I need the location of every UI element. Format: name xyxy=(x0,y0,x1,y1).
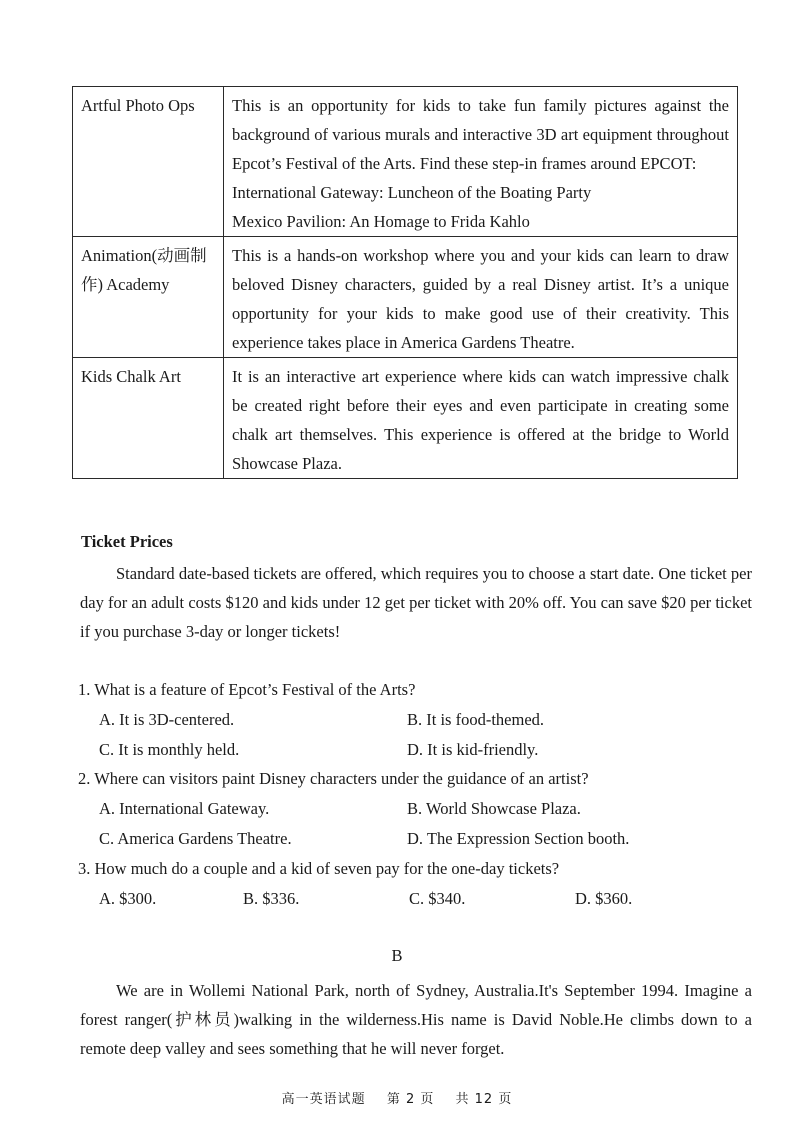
option-a[interactable]: A. $300. xyxy=(99,889,157,908)
frame-location: International Gateway: Luncheon of the Boating Party xyxy=(232,183,592,202)
option-d[interactable]: D. The Expression Section booth. xyxy=(407,829,630,848)
option-c[interactable]: C. $340. xyxy=(409,889,466,908)
option-a[interactable]: A. It is 3D-centered. xyxy=(99,710,235,729)
page-footer xyxy=(0,1088,794,1107)
option-a[interactable]: A. International Gateway. xyxy=(99,799,270,818)
ticket-prices-paragraph xyxy=(80,559,752,646)
table-row xyxy=(73,358,738,479)
option-d[interactable]: D. $360. xyxy=(575,889,633,908)
option-b[interactable]: B. World Showcase Plaza. xyxy=(407,799,581,818)
activities-table xyxy=(72,86,738,479)
table-row xyxy=(73,87,738,237)
option-c[interactable]: C. It is monthly held. xyxy=(99,740,240,759)
question-stem: 1. What is a feature of Epcot’s Festival of the Arts? xyxy=(78,680,416,699)
frame-location: Mexico Pavilion: An Homage to Frida Kahlo xyxy=(232,212,530,231)
page-number: 第 2 页 xyxy=(386,1092,435,1107)
part-b-label: B xyxy=(391,946,403,965)
option-d[interactable]: D. It is kid-friendly. xyxy=(407,740,539,759)
description-text: This is an opportunity for kids to take fun family pictures against the background of various murals and interactive 3D art equipment throughout Epcot’s Festival of the Arts. Find these step-in frames around EPCOT: xyxy=(232,96,729,173)
question-stem: 3. How much do a couple and a kid of seven pay for the one-day tickets? xyxy=(78,859,560,878)
option-c[interactable]: C. America Gardens Theatre. xyxy=(99,829,292,848)
description-text: It is an interactive art experience where kids can watch impressive chalk be created right before their eyes and even participate in creating some chalk art themselves. This experience is offered at the bridge to World Showcase Plaza. xyxy=(232,367,729,473)
part-b-paragraph xyxy=(80,976,752,1063)
activity-description xyxy=(224,237,738,358)
activity-name: Animation(动画制作) Academy xyxy=(73,237,224,358)
description-text: This is a hands-on workshop where you and your kids can learn to draw beloved Disney characters, guided by a real Disney artist. It’s a unique opportunity for your kids to make good use of their creativity. This experience takes place in America Gardens Theatre. xyxy=(232,246,729,352)
ticket-prices-heading: Ticket Prices xyxy=(81,532,173,551)
table-row xyxy=(73,237,738,358)
page-total: 共 12 页 xyxy=(455,1092,513,1107)
activity-name: Artful Photo Ops xyxy=(73,87,224,237)
part-b-text: We are in Wollemi National Park, north of Sydney, Australia.It's September 1994. Imagine a forest ranger(护林员)walking in the wilderness.His name is David Noble.He climbs down to a remote deep valley and sees something that he will never forget. xyxy=(80,981,752,1058)
activity-description xyxy=(224,87,738,237)
ticket-prices-text: Standard date-based tickets are offered, which requires you to choose a start date. One ticket per day for an adult costs $120 and kids under 12 get per ticket with 20% off. You can save $20 per ticket if you purchase 3-day or longer tickets! xyxy=(80,564,752,641)
exam-title: 高一英语试题 xyxy=(281,1092,366,1107)
activity-name: Kids Chalk Art xyxy=(73,358,224,479)
activity-description xyxy=(224,358,738,479)
question-stem: 2. Where can visitors paint Disney characters under the guidance of an artist? xyxy=(78,769,589,788)
option-b[interactable]: B. $336. xyxy=(243,889,300,908)
option-b[interactable]: B. It is food-themed. xyxy=(407,710,545,729)
